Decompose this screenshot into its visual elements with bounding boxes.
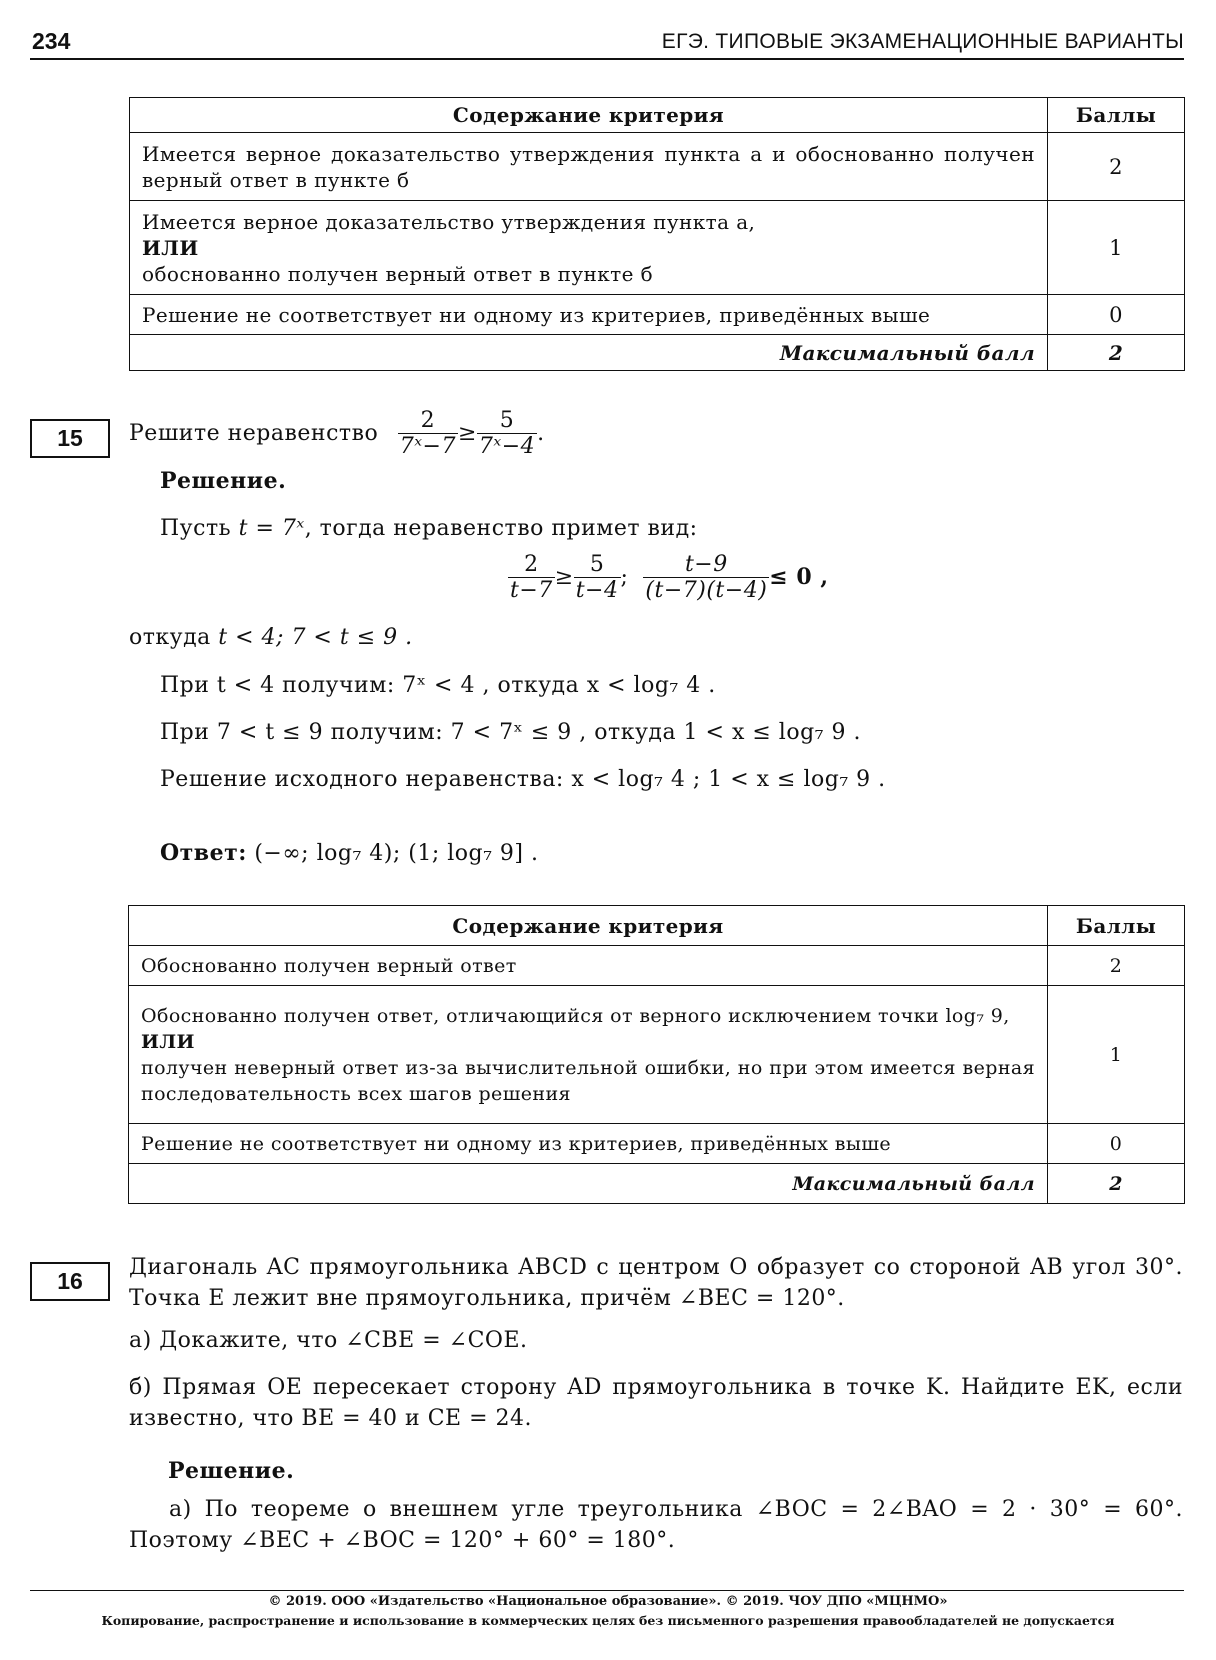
task16-statement: Диагональ AC прямоугольника ABCD с центром O образует со стороной AB угол 30°. Точка E лежит вне прямоугольника, причём ∠BEC = 120°.	[129, 1255, 1183, 1311]
table-row	[130, 133, 1185, 201]
points-cell: 1	[1048, 986, 1185, 1124]
denominator: t−7	[510, 578, 553, 604]
running-title: ЕГЭ. ТИПОВЫЕ ЭКЗАМЕНАЦИОННЫЕ ВАРИАНТЫ	[661, 30, 1184, 53]
points-cell: 0	[1048, 1124, 1185, 1164]
table-header-row	[130, 98, 1185, 133]
let-text: Пусть	[160, 516, 232, 541]
numerator: 2	[508, 552, 555, 578]
criteria-table-15	[128, 905, 1185, 1204]
table-row-max	[130, 335, 1185, 371]
task-number-box-15: 15	[30, 419, 110, 458]
criterion-cell: Обоснованно получен верный ответ	[129, 946, 1048, 986]
table-row	[129, 946, 1185, 986]
whence-line	[129, 623, 413, 653]
numerator: 5	[574, 552, 621, 578]
column-header-points: Баллы	[1048, 98, 1185, 133]
final-solution: Решение исходного неравенства: x < log₇ 4 ; 1 < x ≤ log₇ 9 .	[160, 767, 886, 792]
criteria-table-14	[129, 97, 1185, 371]
task16-part-b: б) Прямая OE пересекает сторону AD прямоугольника в точке K. Найдите EK, если известно, что BE = 40 и CE = 24.	[129, 1375, 1183, 1431]
statement-text: Решите неравенство	[129, 420, 379, 446]
header-divider	[30, 58, 1184, 60]
footer-divider	[30, 1590, 1184, 1591]
denominator: 7ˣ−4	[478, 434, 536, 460]
criterion-cell: Имеется верное доказательство утверждения пункта а и обоснованно получен верный ответ в пункте б	[130, 133, 1048, 201]
column-header-criterion: Содержание критерия	[130, 98, 1048, 133]
numerator: t−9	[643, 552, 769, 578]
case-2: При 7 < t ≤ 9 получим: 7 < 7ˣ ≤ 9 , откуда 1 < x ≤ log₇ 9 .	[160, 720, 861, 745]
substitution-line	[160, 514, 698, 544]
points-cell: 0	[1048, 295, 1185, 335]
denominator: 7ˣ−7	[399, 434, 456, 460]
let-expr: t = 7ˣ	[238, 516, 305, 541]
denominator: t−4	[575, 578, 619, 604]
criterion-cell: Решение не соответствует ни одному из критериев, приведённых выше	[130, 295, 1048, 335]
task16-part-a: а) Докажите, что ∠CBE = ∠COE.	[129, 1328, 528, 1353]
fraction	[643, 552, 769, 604]
copyright-notice: Копирование, распространение и использование в коммерческих целях без письменного разрешения правообладателей не допускается	[101, 1613, 1115, 1628]
max-score-value: 2	[1048, 1164, 1185, 1204]
answer-label: Ответ:	[160, 840, 247, 866]
transformed-inequality: $\frac{2}{t-7}$ ≥ $\frac{5}{t-4}$ ; $\frac{t-9}{(t-7)(t-4)}$ ≤ 0 ,	[510, 552, 829, 604]
points-cell: 2	[1048, 946, 1185, 986]
criterion-or: ИЛИ	[141, 1030, 195, 1053]
let-rest: , тогда неравенство примет вид:	[304, 516, 698, 541]
numerator: 5	[477, 408, 537, 434]
task16-solution-a: а) По теореме о внешнем угле треугольника ∠BOC = 2∠BAO = 2 · 30° = 60°. Поэтому ∠BEC + ∠BOC = 120° + 60° = 180°.	[129, 1497, 1183, 1553]
criterion-line: Обоснованно получен ответ, отличающийся от верного исключением точки log₇ 9,	[141, 1004, 1010, 1027]
table-row-max	[129, 1164, 1185, 1204]
points-cell: 1	[1048, 201, 1185, 295]
fraction-left	[398, 408, 458, 460]
inequality-tail: ≤ 0 ,	[769, 563, 829, 590]
fraction	[574, 552, 621, 604]
max-score-label: Максимальный балл	[129, 1164, 1048, 1204]
solution-label: Решение.	[160, 468, 287, 494]
numerator: 2	[398, 408, 458, 434]
case-1: При t < 4 получим: 7ˣ < 4 , откуда x < log₇ 4 .	[160, 673, 716, 698]
answer-value: (−∞; log₇ 4); (1; log₇ 9] .	[254, 841, 539, 866]
whence-expr: t < 4; 7 < t ≤ 9 .	[218, 625, 413, 650]
points-cell: 2	[1048, 133, 1185, 201]
criterion-cell: Решение не соответствует ни одному из критериев, приведённых выше	[129, 1124, 1048, 1164]
criterion-cell	[129, 986, 1048, 1124]
task15-statement: Решите неравенство $\frac{2}{\text{7ˣ−7}}$ ≥ $\frac{5}{\text{7ˣ−4}}$ .	[129, 408, 545, 460]
criterion-line: Имеется верное доказательство утверждения пункта а,	[142, 209, 756, 234]
max-score-value: 2	[1048, 335, 1185, 371]
whence-text: откуда	[129, 625, 211, 650]
task16-solution-label: Решение.	[168, 1458, 295, 1484]
column-header-criterion: Содержание критерия	[129, 906, 1048, 946]
answer-line	[160, 838, 538, 869]
criterion-line: получен неверный ответ из-за вычислительной ошибки, но при этом имеется верная последовательность всех шагов решения	[141, 1056, 1035, 1105]
copyright-line: © 2019. ООО «Издательство «Национальное образование». © 2019. ЧОУ ДПО «МЦНМО»	[268, 1594, 948, 1609]
task-number-box-16: 16	[30, 1262, 110, 1301]
criterion-cell	[130, 201, 1048, 295]
table-row	[129, 986, 1185, 1124]
max-score-label: Максимальный балл	[130, 335, 1048, 371]
table-row	[130, 201, 1185, 295]
table-row	[129, 1124, 1185, 1164]
column-header-points: Баллы	[1048, 906, 1185, 946]
fraction	[508, 552, 555, 604]
page-number: 234	[32, 28, 71, 54]
table-header-row	[129, 906, 1185, 946]
fraction-right	[477, 408, 537, 460]
table-row	[130, 295, 1185, 335]
denominator: (t−7)(t−4)	[645, 578, 768, 604]
criterion-line: обоснованно получен верный ответ в пункте б	[142, 261, 654, 286]
criterion-or: ИЛИ	[142, 235, 199, 260]
